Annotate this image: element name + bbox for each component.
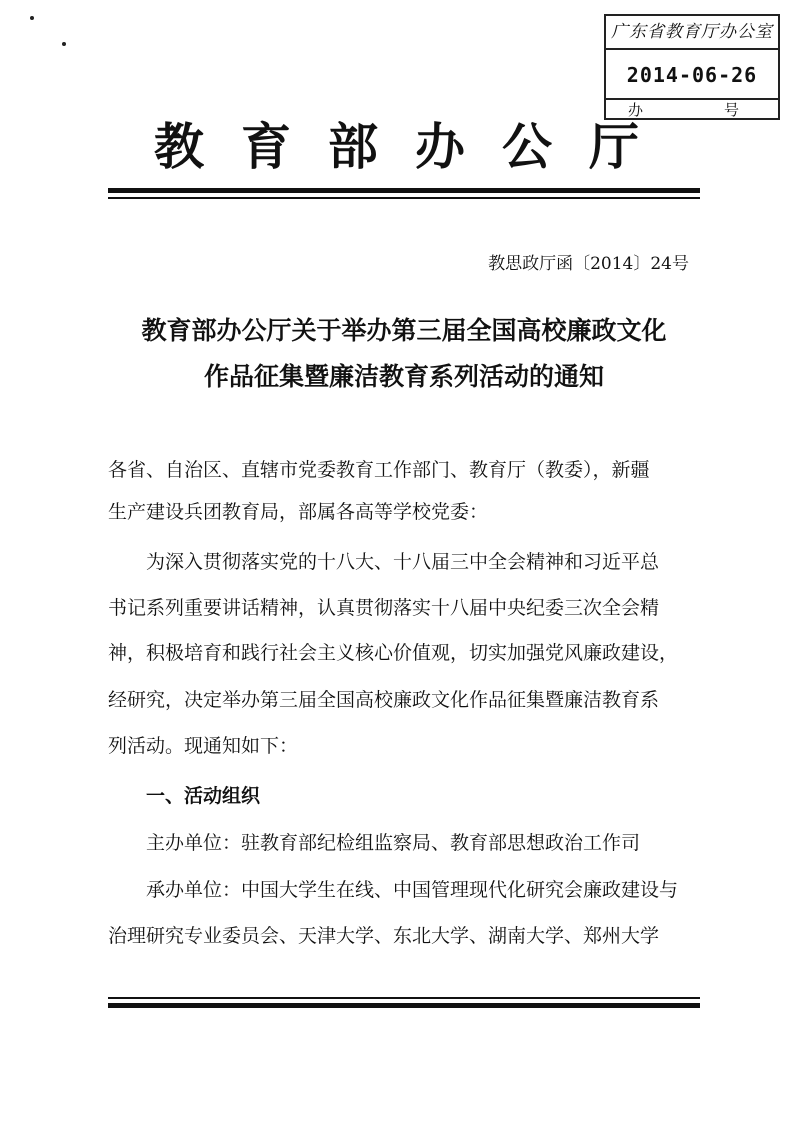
- issuer-masthead: 教育部办公厅: [154, 117, 676, 176]
- scan-speck: [30, 16, 34, 20]
- recipients-line-2: 生产建设兵团教育局，部属各高等学校党委：: [108, 501, 489, 523]
- stamp-number-prefix: 办: [628, 101, 644, 119]
- paragraph-1-line-1: 为深入贯彻落实党的十八大、十八届三中全会精神和习近平总: [146, 551, 660, 573]
- paragraph-1-line-5: 列活动。现通知如下：: [108, 735, 299, 757]
- paragraph-1-line-4: 经研究，决定举办第三届全国高校廉政文化作品征集暨廉洁教育系: [108, 689, 660, 711]
- received-stamp: [604, 14, 780, 120]
- footer-rule-thin: [108, 997, 700, 999]
- paragraph-1-line-3: 神，积极培育和践行社会主义核心价值观，切实加强党风廉政建设，: [108, 642, 679, 664]
- organizer-units-line-1: 承办单位：中国大学生在线、中国管理现代化研究会廉政建设与: [146, 879, 679, 901]
- stamp-number-suffix: 号: [724, 101, 740, 119]
- document-title-line-2: 作品征集暨廉洁教育系列活动的通知: [203, 362, 604, 391]
- stamp-office-name: 广东省教育厅办公室: [606, 16, 778, 50]
- paragraph-1-line-2: 书记系列重要讲话精神，认真贯彻落实十八届中央纪委三次全会精: [108, 597, 660, 619]
- recipients-line-1: 各省、自治区、直辖市党委教育工作部门、教育厅（教委），新疆: [108, 459, 650, 481]
- stamp-date: 2014-06-26: [606, 50, 778, 100]
- host-units-line: 主办单位：驻教育部纪检组监察局、教育部思想政治工作司: [146, 832, 641, 854]
- masthead-rule-thick: [108, 188, 700, 193]
- document-title-line-1: 教育部办公厅关于举办第三届全国高校廉政文化: [141, 316, 667, 345]
- organizer-units-line-2: 治理研究专业委员会、天津大学、东北大学、湖南大学、郑州大学: [108, 925, 660, 947]
- footer-rule-thick: [108, 1003, 700, 1008]
- section-1-heading: 一、活动组织: [146, 785, 261, 807]
- scan-speck: [62, 42, 66, 46]
- masthead-rule-thin: [108, 197, 700, 199]
- document-number: 教思政厅函〔2014〕24号: [488, 254, 689, 274]
